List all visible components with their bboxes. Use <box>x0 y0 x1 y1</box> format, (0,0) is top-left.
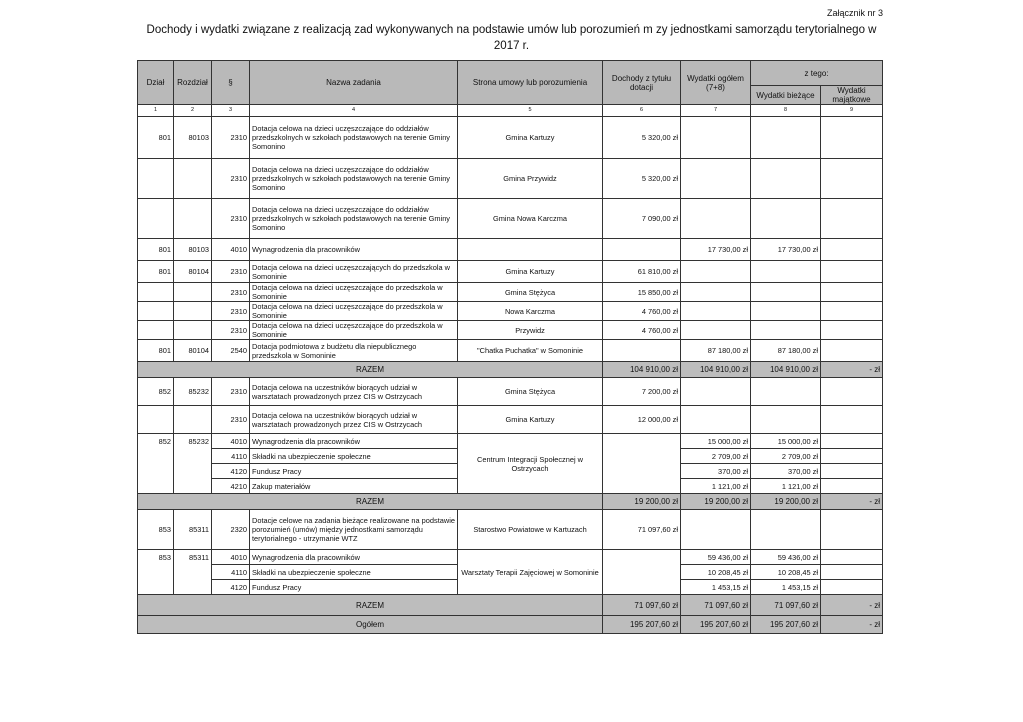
table-row <box>138 340 883 362</box>
table-row <box>138 302 883 321</box>
cell-nazwa: Dotacja podmiotowa z budżetu dla niepublicznego przedszkola w Somoninie <box>250 340 458 362</box>
table-row <box>138 378 883 406</box>
sum-ogolem: 19 200,00 zł <box>681 494 751 510</box>
colnum: 9 <box>821 105 883 117</box>
cell-paragraf: 4010 <box>212 239 250 261</box>
cell-nazwa: Fundusz Pracy <box>250 464 458 479</box>
colnum: 1 <box>138 105 174 117</box>
title-line-2: 2017 r. <box>493 40 530 52</box>
cell-nazwa: Dotacja celowa na uczestników biorących udział w warsztatach prowadzonych przez CIS w Ostrzycach <box>250 406 458 434</box>
cell-majatkowe <box>821 340 883 362</box>
cell-ogolem: 1 121,00 zł <box>681 479 751 494</box>
cell-strona: Gmina Kartuzy <box>458 406 603 434</box>
cell-paragraf: 2310 <box>212 283 250 302</box>
cell-dochody: 7 200,00 zł <box>603 378 681 406</box>
cell-ogolem: 15 000,00 zł <box>681 434 751 449</box>
cell-ogolem <box>681 261 751 283</box>
cell-dzial: 801 <box>138 117 174 159</box>
cell-nazwa: Dotacja celowa na dzieci uczęszczające do oddziałów przedszkolnych w szkołach podstawowych na terenie Gminy Somonino <box>250 159 458 199</box>
sum-biezace: 104 910,00 zł <box>751 362 821 378</box>
cell-nazwa: Dotacje celowe na zadania bieżące realizowane na podstawie porozumień (umów) między jednostkami samorządu terytorialnego - utrzymanie WTZ <box>250 510 458 550</box>
cell-majatkowe <box>821 565 883 580</box>
cell-rozdzial <box>174 283 212 302</box>
cell-ogolem <box>681 199 751 239</box>
header-paragraf: § <box>212 61 250 105</box>
table-row <box>138 510 883 550</box>
cell-dochody <box>603 550 681 595</box>
header-dochody: Dochody z tytułu dotacji <box>603 61 681 105</box>
cell-nazwa: Wynagrodzenia dla pracowników <box>250 434 458 449</box>
cell-biezace <box>751 117 821 159</box>
cell-paragraf: 2310 <box>212 321 250 340</box>
cell-dzial: 853 <box>138 550 174 595</box>
sum-dochody: 71 097,60 zł <box>603 595 681 616</box>
cell-strona: Gmina Nowa Karczma <box>458 199 603 239</box>
cell-dzial <box>138 302 174 321</box>
cell-rozdzial <box>174 199 212 239</box>
sum-label: RAZEM <box>138 494 603 510</box>
cell-strona: Gmina Kartuzy <box>458 261 603 283</box>
cell-paragraf: 2320 <box>212 510 250 550</box>
cell-strona: Gmina Stężyca <box>458 283 603 302</box>
cell-dzial: 801 <box>138 261 174 283</box>
total-row <box>138 616 883 634</box>
cell-ogolem: 10 208,45 zł <box>681 565 751 580</box>
header-wydatki-biezace: Wydatki bieżące <box>751 86 821 105</box>
sum-ogolem: 71 097,60 zł <box>681 595 751 616</box>
cell-biezace: 1 121,00 zł <box>751 479 821 494</box>
cell-nazwa: Dotacja celowa na dzieci uczęszczające do przedszkola w Somoninie <box>250 283 458 302</box>
cell-ogolem <box>681 283 751 302</box>
cell-biezace <box>751 159 821 199</box>
cell-majatkowe <box>821 510 883 550</box>
sum-biezace: 19 200,00 zł <box>751 494 821 510</box>
cell-ogolem: 17 730,00 zł <box>681 239 751 261</box>
cell-ogolem: 87 180,00 zł <box>681 340 751 362</box>
cell-rozdzial: 80104 <box>174 261 212 283</box>
cell-biezace: 1 453,15 zł <box>751 580 821 595</box>
cell-rozdzial: 80103 <box>174 117 212 159</box>
sum-biezace: 71 097,60 zł <box>751 595 821 616</box>
table-row <box>138 261 883 283</box>
sum-row <box>138 362 883 378</box>
cell-majatkowe <box>821 550 883 565</box>
cell-dzial: 853 <box>138 510 174 550</box>
cell-nazwa: Zakup materiałów <box>250 479 458 494</box>
cell-majatkowe <box>821 464 883 479</box>
cell-paragraf: 2310 <box>212 199 250 239</box>
cell-majatkowe <box>821 580 883 595</box>
cell-ogolem: 59 436,00 zł <box>681 550 751 565</box>
colnum: 4 <box>250 105 458 117</box>
total-biezace: 195 207,60 zł <box>751 616 821 634</box>
budget-table <box>137 60 883 634</box>
cell-paragraf: 4010 <box>212 434 250 449</box>
cell-ogolem: 370,00 zł <box>681 464 751 479</box>
header-dzial: Dział <box>138 61 174 105</box>
sum-label: RAZEM <box>138 362 603 378</box>
cell-rozdzial <box>174 302 212 321</box>
colnum: 7 <box>681 105 751 117</box>
cell-strona: Nowa Karczma <box>458 302 603 321</box>
cell-majatkowe <box>821 159 883 199</box>
sum-ogolem: 104 910,00 zł <box>681 362 751 378</box>
cell-dochody <box>603 239 681 261</box>
cell-biezace: 59 436,00 zł <box>751 550 821 565</box>
cell-dochody <box>603 434 681 494</box>
cell-paragraf: 4120 <box>212 580 250 595</box>
cell-majatkowe <box>821 406 883 434</box>
colnum: 6 <box>603 105 681 117</box>
document-title <box>0 22 1023 54</box>
table-row <box>138 550 883 565</box>
cell-dzial <box>138 283 174 302</box>
cell-dochody: 4 760,00 zł <box>603 302 681 321</box>
total-dochody: 195 207,60 zł <box>603 616 681 634</box>
cell-dzial <box>138 321 174 340</box>
table-row <box>138 117 883 159</box>
header-wydatki-ogolem: Wydatki ogółem (7+8) <box>681 61 751 105</box>
cell-dochody: 71 097,60 zł <box>603 510 681 550</box>
cell-dochody: 12 000,00 zł <box>603 406 681 434</box>
cell-strona: Gmina Kartuzy <box>458 117 603 159</box>
cell-strona: "Chatka Puchatka" w Somoninie <box>458 340 603 362</box>
sum-majatkowe: - zł <box>821 362 883 378</box>
cell-majatkowe <box>821 199 883 239</box>
cell-dochody: 15 850,00 zł <box>603 283 681 302</box>
cell-strona: Gmina Przywidz <box>458 159 603 199</box>
cell-ogolem <box>681 378 751 406</box>
cell-nazwa: Dotacja celowa na dzieci uczęszczające do przedszkola w Somoninie <box>250 302 458 321</box>
colnum: 2 <box>174 105 212 117</box>
cell-ogolem <box>681 117 751 159</box>
cell-nazwa: Fundusz Pracy <box>250 580 458 595</box>
cell-biezace: 10 208,45 zł <box>751 565 821 580</box>
cell-dochody: 4 760,00 zł <box>603 321 681 340</box>
cell-nazwa: Dotacja celowa na dzieci uczęszczające do przedszkola w Somoninie <box>250 321 458 340</box>
header-strona: Strona umowy lub porozumienia <box>458 61 603 105</box>
cell-ogolem <box>681 406 751 434</box>
cell-paragraf: 4110 <box>212 565 250 580</box>
cell-biezace: 370,00 zł <box>751 464 821 479</box>
cell-rozdzial <box>174 406 212 434</box>
cell-paragraf: 4210 <box>212 479 250 494</box>
cell-rozdzial <box>174 159 212 199</box>
cell-strona: Gmina Stężyca <box>458 378 603 406</box>
title-line-1: Dochody i wydatki związane z realizacją zad wykonywanych na podstawie umów lub porozumień m zy jednostkami samorządu terytorialnego w <box>146 24 877 36</box>
cell-ogolem <box>681 321 751 340</box>
cell-nazwa: Składki na ubezpieczenie społeczne <box>250 449 458 464</box>
cell-biezace <box>751 406 821 434</box>
sum-dochody: 19 200,00 zł <box>603 494 681 510</box>
cell-dochody: 7 090,00 zł <box>603 199 681 239</box>
cell-paragraf: 2310 <box>212 302 250 321</box>
table-row <box>138 239 883 261</box>
colnum: 3 <box>212 105 250 117</box>
table-row <box>138 321 883 340</box>
sum-label: RAZEM <box>138 595 603 616</box>
cell-majatkowe <box>821 302 883 321</box>
cell-dochody: 61 810,00 zł <box>603 261 681 283</box>
cell-biezace <box>751 261 821 283</box>
cell-biezace <box>751 199 821 239</box>
cell-paragraf: 2310 <box>212 378 250 406</box>
cell-ogolem <box>681 510 751 550</box>
cell-biezace <box>751 321 821 340</box>
cell-rozdzial: 85232 <box>174 378 212 406</box>
cell-dzial: 852 <box>138 434 174 494</box>
colnum: 8 <box>751 105 821 117</box>
cell-biezace <box>751 378 821 406</box>
cell-majatkowe <box>821 378 883 406</box>
cell-rozdzial: 80104 <box>174 340 212 362</box>
cell-paragraf: 2310 <box>212 159 250 199</box>
cell-dzial <box>138 406 174 434</box>
cell-strona: Starostwo Powiatowe w Kartuzach <box>458 510 603 550</box>
cell-nazwa: Dotacja celowa na dzieci uczęszczających do przedszkola w Somoninie <box>250 261 458 283</box>
cell-rozdzial: 85311 <box>174 510 212 550</box>
cell-biezace: 15 000,00 zł <box>751 434 821 449</box>
cell-paragraf: 2540 <box>212 340 250 362</box>
cell-paragraf: 2310 <box>212 117 250 159</box>
cell-dzial <box>138 159 174 199</box>
cell-majatkowe <box>821 239 883 261</box>
cell-majatkowe <box>821 283 883 302</box>
cell-rozdzial <box>174 321 212 340</box>
cell-paragraf: 4010 <box>212 550 250 565</box>
cell-rozdzial: 80103 <box>174 239 212 261</box>
cell-nazwa: Dotacja celowa na dzieci uczęszczające do oddziałów przedszkolnych w szkołach podstawowych na terenie Gminy Somonino <box>250 199 458 239</box>
cell-majatkowe <box>821 449 883 464</box>
cell-paragraf: 2310 <box>212 261 250 283</box>
cell-ogolem <box>681 159 751 199</box>
cell-strona <box>458 239 603 261</box>
table-row <box>138 406 883 434</box>
cell-nazwa: Dotacja celowa na dzieci uczęszczające do oddziałów przedszkolnych w szkołach podstawowych na terenie Gminy Somonino <box>250 117 458 159</box>
cell-ogolem <box>681 302 751 321</box>
cell-nazwa: Dotacja celowa na uczestników biorących udział w warsztatach prowadzonych przez CIS w Ostrzycach <box>250 378 458 406</box>
cell-paragraf: 2310 <box>212 406 250 434</box>
cell-strona: Warsztaty Terapii Zajęciowej w Somoninie <box>458 550 603 595</box>
sum-row <box>138 595 883 616</box>
cell-dochody: 5 320,00 zł <box>603 117 681 159</box>
header-wydatki-majatkowe: Wydatki majątkowe <box>821 86 883 105</box>
cell-dzial: 852 <box>138 378 174 406</box>
total-label: Ogółem <box>138 616 603 634</box>
cell-nazwa: Składki na ubezpieczenie społeczne <box>250 565 458 580</box>
cell-nazwa: Wynagrodzenia dla pracowników <box>250 239 458 261</box>
cell-majatkowe <box>821 261 883 283</box>
cell-majatkowe <box>821 321 883 340</box>
cell-dochody <box>603 340 681 362</box>
table-row <box>138 159 883 199</box>
table-row <box>138 199 883 239</box>
header-nazwa: Nazwa zadania <box>250 61 458 105</box>
cell-rozdzial: 85232 <box>174 434 212 494</box>
cell-nazwa: Wynagrodzenia dla pracowników <box>250 550 458 565</box>
cell-strona: Centrum Integracji Społecznej w Ostrzycach <box>458 434 603 494</box>
header-z-tego: z tego: <box>751 61 883 86</box>
total-ogolem: 195 207,60 zł <box>681 616 751 634</box>
table-row <box>138 434 883 449</box>
cell-paragraf: 4120 <box>212 464 250 479</box>
header-rozdzial: Rozdział <box>174 61 212 105</box>
cell-dzial: 801 <box>138 340 174 362</box>
cell-majatkowe <box>821 479 883 494</box>
cell-majatkowe <box>821 117 883 159</box>
cell-biezace <box>751 302 821 321</box>
sum-row <box>138 494 883 510</box>
cell-biezace <box>751 510 821 550</box>
cell-rozdzial: 85311 <box>174 550 212 595</box>
cell-dochody: 5 320,00 zł <box>603 159 681 199</box>
cell-biezace: 17 730,00 zł <box>751 239 821 261</box>
cell-ogolem: 2 709,00 zł <box>681 449 751 464</box>
cell-biezace: 2 709,00 zł <box>751 449 821 464</box>
table-row <box>138 283 883 302</box>
cell-strona: Przywidz <box>458 321 603 340</box>
header-row <box>138 61 883 86</box>
cell-biezace: 87 180,00 zł <box>751 340 821 362</box>
cell-dzial <box>138 199 174 239</box>
cell-biezace <box>751 283 821 302</box>
cell-ogolem: 1 453,15 zł <box>681 580 751 595</box>
cell-dzial: 801 <box>138 239 174 261</box>
total-majatkowe: - zł <box>821 616 883 634</box>
column-numbers-row <box>138 105 883 117</box>
colnum: 5 <box>458 105 603 117</box>
sum-majatkowe: - zł <box>821 494 883 510</box>
cell-paragraf: 4110 <box>212 449 250 464</box>
cell-majatkowe <box>821 434 883 449</box>
annex-label: Załącznik nr 3 <box>826 8 883 18</box>
sum-dochody: 104 910,00 zł <box>603 362 681 378</box>
sum-majatkowe: - zł <box>821 595 883 616</box>
